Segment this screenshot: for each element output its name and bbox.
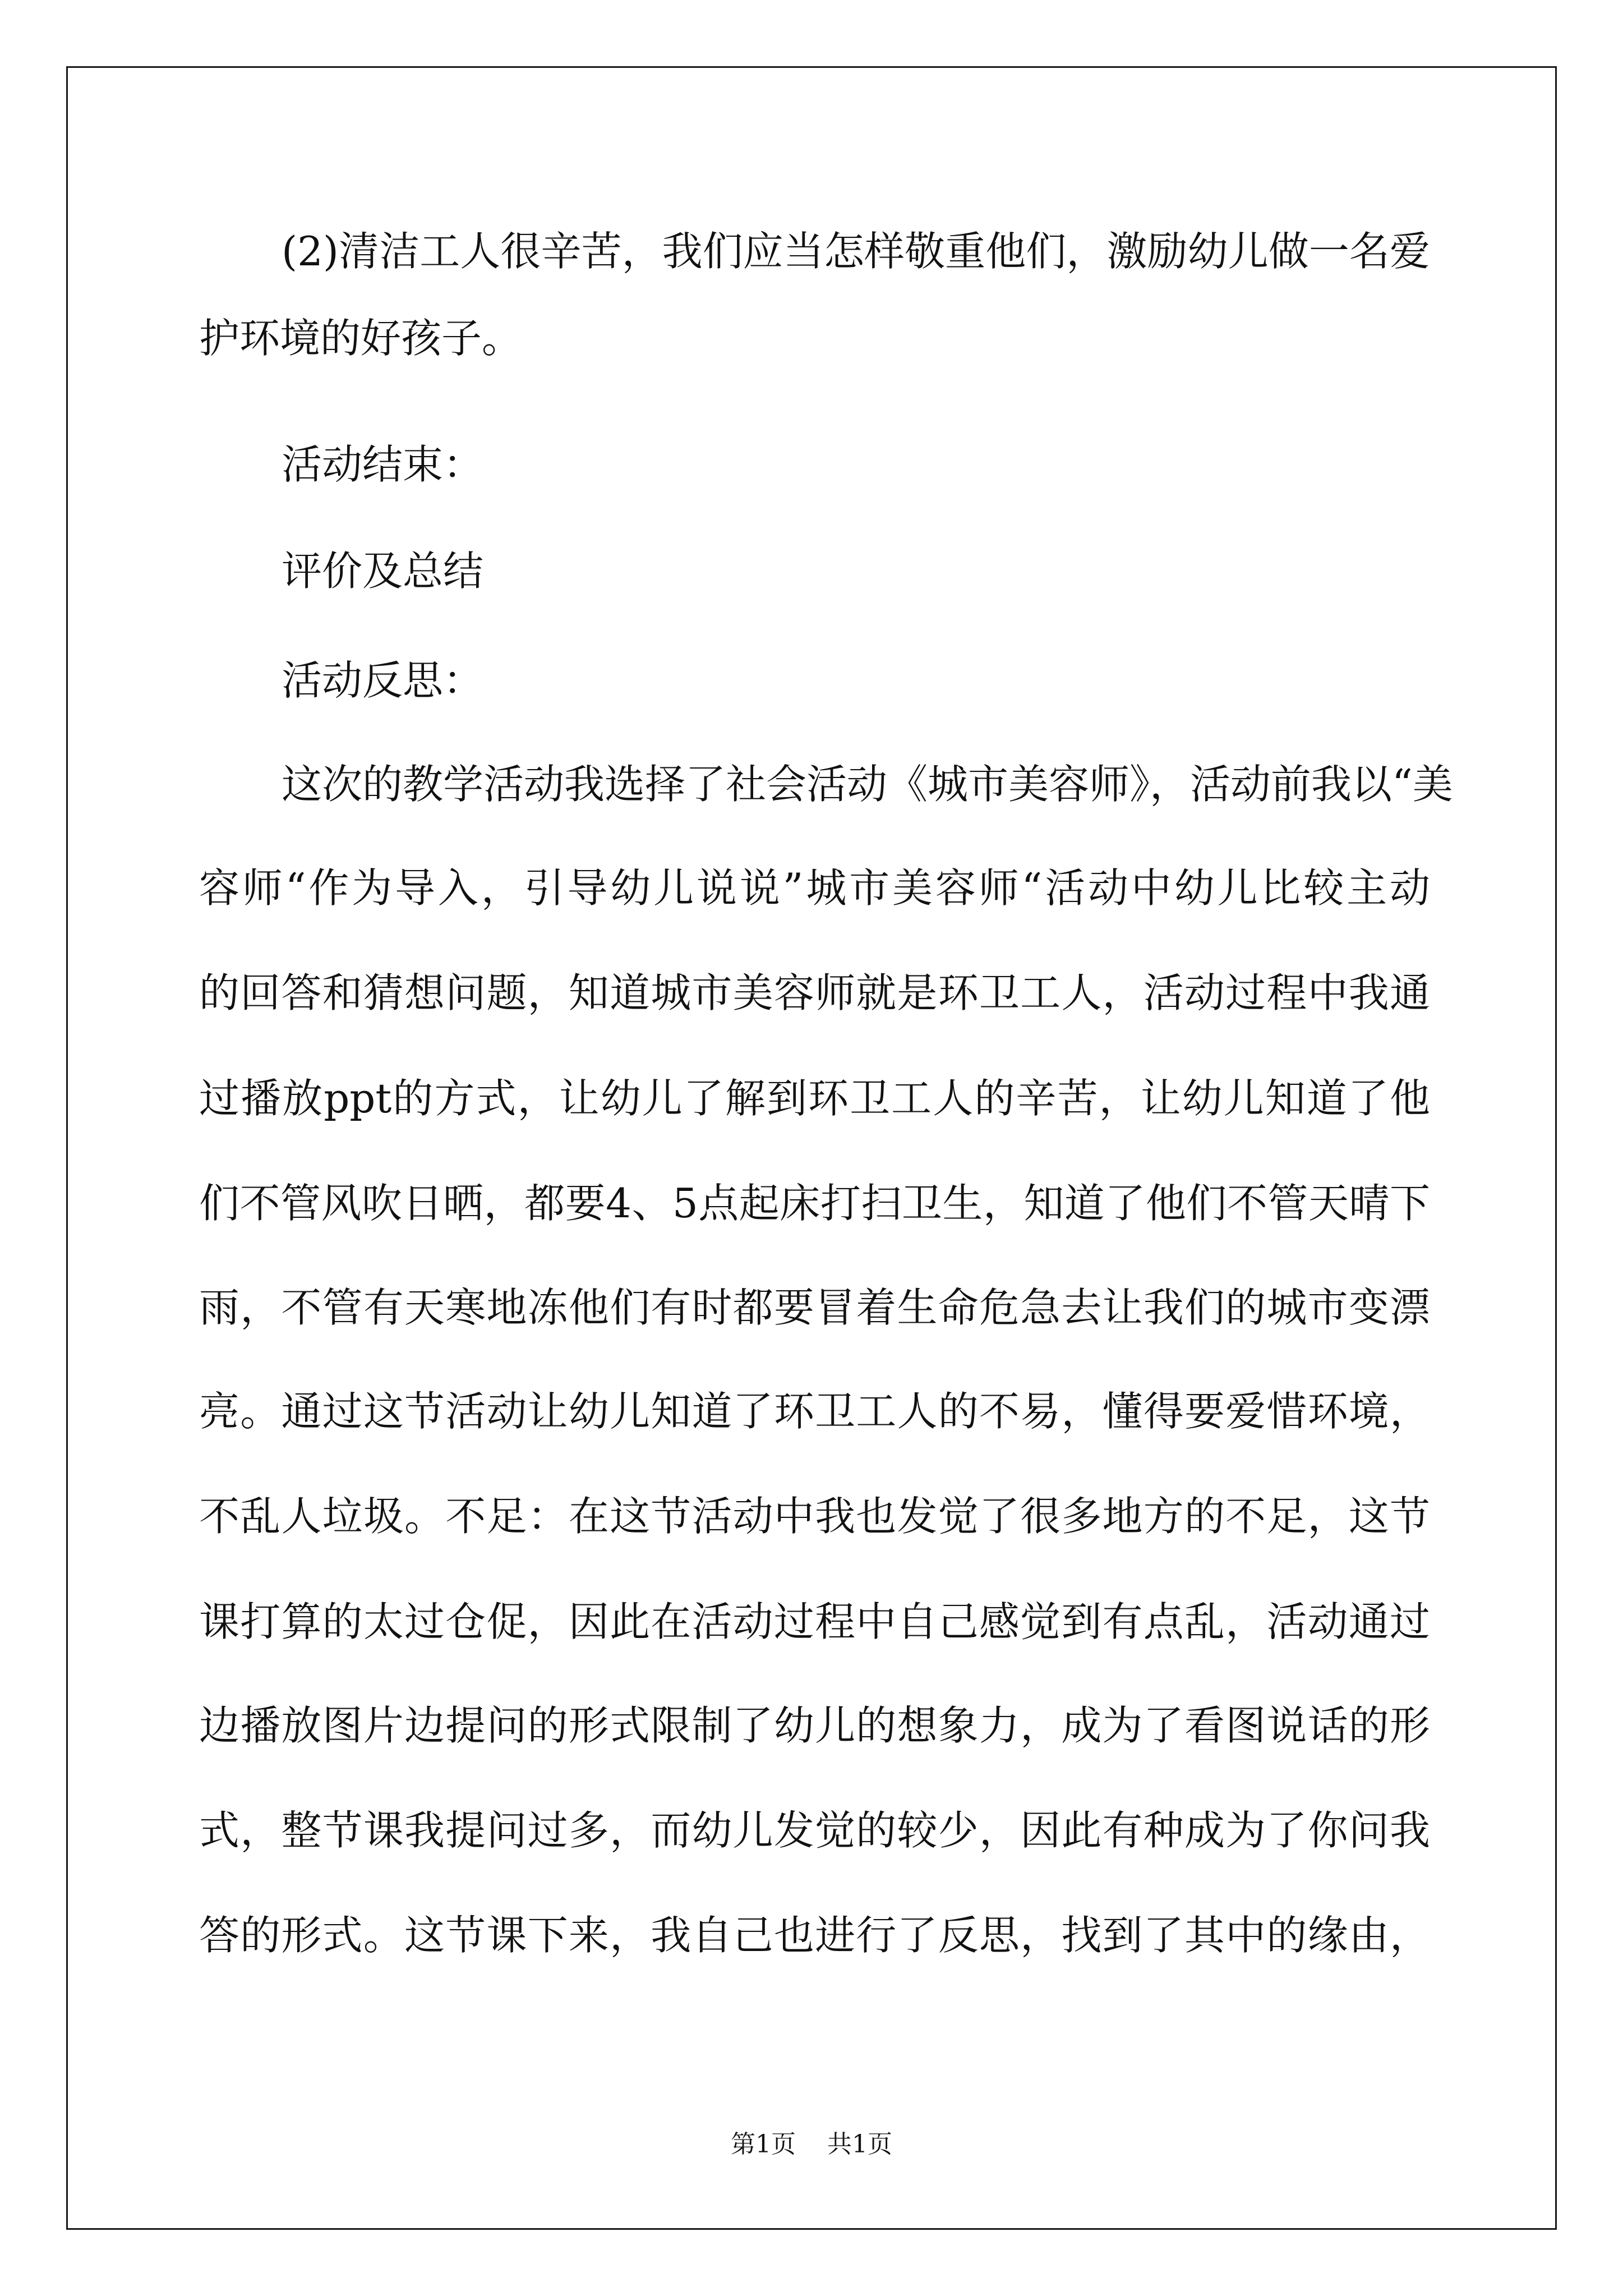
page-number: 第1页 (731, 2130, 796, 2159)
text-line-12: 亮。通过这节活动让幼儿知道了环卫工人的不易，懂得要爱惜环境， (199, 1388, 1430, 1435)
text-line-17: 答的形式。这节课下来，我自己也进行了反思，找到了其中的缘由， (199, 1912, 1430, 1959)
text-line-9: 过播放ppt的方式，让幼儿了解到环卫工人的辛苦，让幼儿知道了他 (199, 1075, 1430, 1122)
page-total: 共1页 (827, 2130, 892, 2159)
text-line-6: 这次的教学活动我选择了社会活动《城市美容师》，活动前我以“美 (282, 761, 1453, 808)
text-line-16: 式，整节课我提问过多，而幼儿发觉的较少，因此有种成为了你问我 (199, 1807, 1430, 1854)
text-line-11: 雨，不管有天寒地冻他们有时都要冒着生命危急去让我们的城市变漂 (199, 1284, 1430, 1331)
text-line-8: 的回答和猜想问题，知道城市美容师就是环卫工人，活动过程中我通 (199, 969, 1430, 1016)
page-footer (0, 2129, 1623, 2160)
text-line-7: 容师“作为导入，引导幼儿说说”城市美容师“活动中幼儿比较主动 (199, 864, 1430, 912)
text-line-15: 边播放图片边提问的形式限制了幼儿的想象力，成为了看图说话的形 (199, 1702, 1430, 1749)
text-line-2: 护环境的好孩子。 (199, 315, 523, 362)
page-border (66, 66, 1557, 2230)
text-line-1: (2)清洁工人很辛苦，我们应当怎样敬重他们，激励幼儿做一名爱 (282, 228, 1430, 275)
section-heading-activity-end: 活动结束： (282, 441, 484, 488)
section-heading-reflection: 活动反思： (282, 657, 484, 704)
text-line-13: 不乱人垃圾。不足：在这节活动中我也发觉了很多地方的不足，这节 (199, 1493, 1430, 1540)
text-line-10: 们不管风吹日晒，都要4、5点起床打扫卫生，知道了他们不管天晴下 (199, 1180, 1430, 1227)
evaluation-summary-line: 评价及总结 (282, 547, 484, 595)
text-line-14: 课打算的太过仓促，因此在活动过程中自己感觉到有点乱，活动通过 (199, 1598, 1430, 1645)
